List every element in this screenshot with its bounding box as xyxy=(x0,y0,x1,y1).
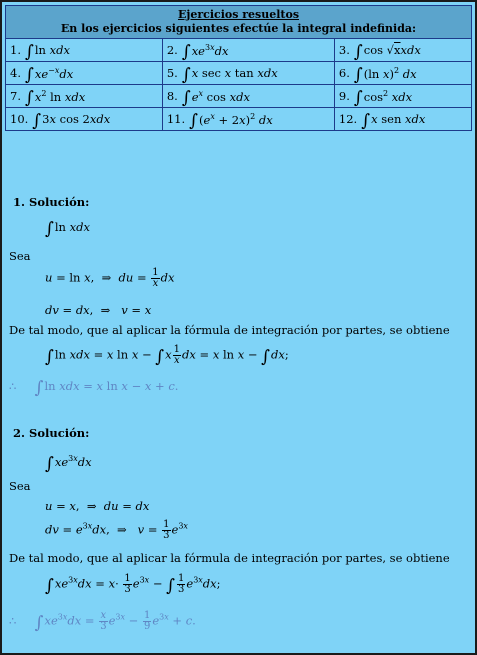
table-subtitle: En los ejercicios siguientes efectúe la integral indefinida: xyxy=(60,22,417,35)
solution-1-sea: Sea xyxy=(9,249,31,263)
exercises-table xyxy=(5,5,472,131)
solution-1-line1: u = ln x, ⇒ du = $\frac{1}{x}$ dx xyxy=(45,267,175,289)
solution-2-title: 2. Solución: xyxy=(13,426,90,440)
solution-2-problem: $\int xe^{3x}dx$ xyxy=(45,453,92,474)
solution-1-title: 1. Solución: xyxy=(13,195,90,209)
solution-2-text: De tal modo, que al aplicar la fórmula de integración por partes, se obtiene xyxy=(9,551,450,565)
exercise-7: 7. $\int x^2$ ln xdx xyxy=(6,85,163,108)
exercise-2: 2. $\int xe^{3x}dx$ xyxy=(162,39,334,62)
solution-2-equation: $\int xe^{3x}dx = x\cdot$ $\frac{1}{3}$ $e^{3x}$ − ∫ $\frac{1}{3}$ $e^{3x}dx$; xyxy=(45,573,221,596)
solution-1-equation: ∫ln xdx = x ln x − ∫x $\frac{1}{x}$ dx = x ln x − ∫dx; xyxy=(45,344,289,367)
table-row xyxy=(6,85,472,108)
solution-2-result: ∴ $\int xe^{3x}dx$ = $\frac{x}{3}$ $e^{3x}$ − $\frac{1}{9}$ $e^{3x} + c$. xyxy=(9,610,196,633)
solution-1-text: De tal modo, que al aplicar la fórmula de integración por partes, se obtiene xyxy=(9,323,450,337)
solution-2-line2: dv = $e^{3x}dx$, ⇒ v = $\frac{1}{3}$ $e^{3x}$ xyxy=(45,519,188,541)
table-row xyxy=(6,39,472,62)
exercise-3: 3. ∫cos √xxdx xyxy=(334,39,471,62)
exercise-5: 5. ∫x sec x tan xdx xyxy=(162,62,334,85)
table-title: Ejercicios resueltos xyxy=(177,8,300,21)
exercise-4: 4. $\int xe^{-x}dx$ xyxy=(6,62,163,85)
table-header xyxy=(6,6,472,39)
solution-2-line1: u = x, ⇒ du = dx xyxy=(45,499,150,513)
exercise-8: 8. $\int e^x$ cos xdx xyxy=(162,85,334,108)
solution-2-sea: Sea xyxy=(9,479,31,493)
exercise-9: 9. $\int\cos^2$ xdx xyxy=(334,85,471,108)
solution-1-line2: dv = dx, ⇒ v = x xyxy=(45,303,152,317)
solution-1-result: ∴ ∫ln xdx = x ln x − x + c. xyxy=(9,378,179,398)
exercise-10: 10. ∫3x cos 2xdx xyxy=(6,108,163,131)
table-row xyxy=(6,108,472,131)
solution-1-problem: ∫ln xdx xyxy=(45,219,90,239)
content-panel xyxy=(5,5,472,650)
exercise-12: 12. ∫x sen xdx xyxy=(334,108,471,131)
exercise-1: 1. ∫ln xdx xyxy=(6,39,163,62)
table-row xyxy=(6,62,472,85)
exercise-11: 11. $\int(e^x + 2x)^2$ dx xyxy=(162,108,334,131)
exercise-6: 6. ∫(ln x)$^2$ dx xyxy=(334,62,471,85)
